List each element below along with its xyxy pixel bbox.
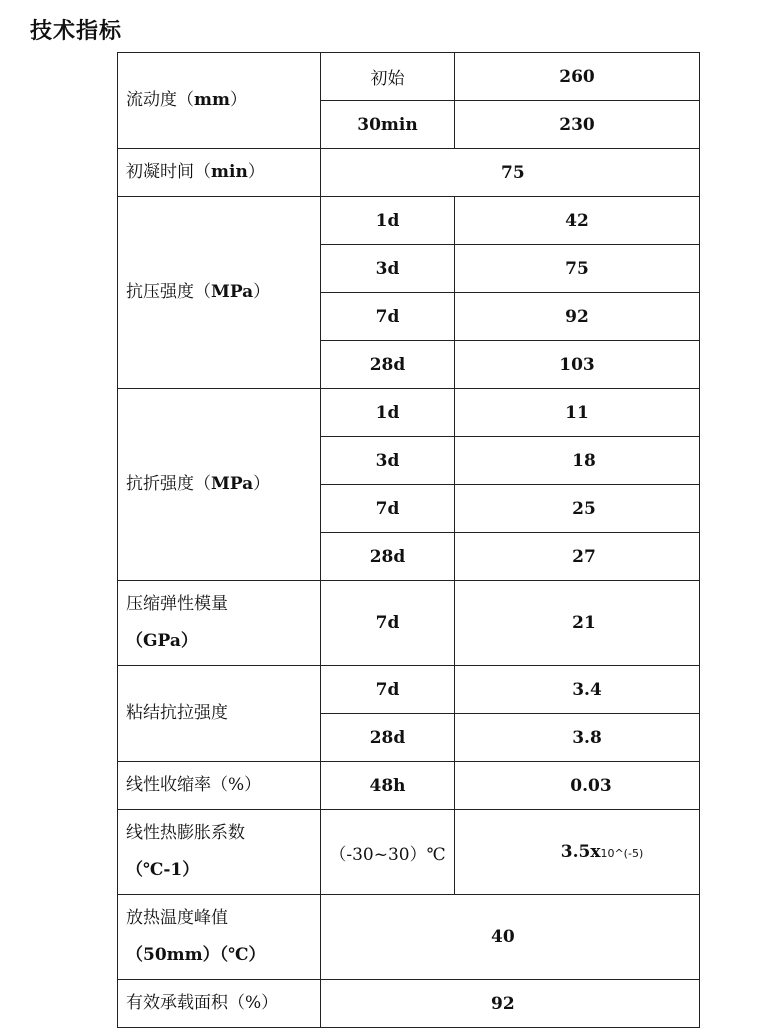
condition-cell: 28d	[321, 341, 455, 389]
row-label-compressive-strength: 抗压强度（MPa）	[118, 197, 321, 389]
value-cell: 11	[455, 389, 700, 437]
value-cell: 25	[455, 485, 700, 533]
value-cell: 75	[321, 149, 700, 197]
condition-cell: 48h	[321, 762, 455, 810]
condition-cell: 7d	[321, 581, 455, 666]
technical-spec-table	[117, 52, 700, 1028]
row-label-setting-time: 初凝时间（min）	[118, 149, 321, 197]
value-cell: 0.03	[455, 762, 700, 810]
condition-cell: 3d	[321, 245, 455, 293]
table-row	[118, 581, 700, 666]
condition-cell: 7d	[321, 485, 455, 533]
table-row	[118, 149, 700, 197]
page-title: 技术指标	[30, 19, 123, 44]
row-label-fluidity: 流动度（mm）	[118, 53, 321, 149]
value-cell: 75	[455, 245, 700, 293]
condition-cell: 28d	[321, 533, 455, 581]
condition-cell: （-30~30）℃	[321, 810, 455, 895]
value-cell: 40	[321, 895, 700, 980]
row-label-thermal-expansion: 线性热膨胀系数 （℃-1）	[118, 810, 321, 895]
condition-cell: 1d	[321, 389, 455, 437]
value-cell: 21	[455, 581, 700, 666]
table-row	[118, 895, 700, 980]
value-cell: 92	[455, 293, 700, 341]
value-cell: 27	[455, 533, 700, 581]
value-mantissa: 3.5x	[560, 842, 601, 862]
table-row	[118, 980, 700, 1028]
row-label-heat-peak: 放热温度峰值 （50mm）（℃）	[118, 895, 321, 980]
value-cell: 260	[455, 53, 700, 101]
value-cell: 3.8	[455, 714, 700, 762]
condition-cell: 1d	[321, 197, 455, 245]
value-cell: 3.4	[455, 666, 700, 714]
table-row	[118, 389, 700, 437]
row-label-compressive-modulus: 压缩弹性模量 （GPa）	[118, 581, 321, 666]
value-exponent: 10^(-5)	[600, 847, 644, 860]
table-row	[118, 197, 700, 245]
value-cell: 92	[321, 980, 700, 1028]
row-label-bond-strength: 粘结抗拉强度	[118, 666, 321, 762]
table-row	[118, 666, 700, 714]
value-cell: 230	[455, 101, 700, 149]
condition-cell: 初始	[321, 53, 455, 101]
condition-cell: 7d	[321, 666, 455, 714]
row-label-linear-shrinkage: 线性收缩率（%）	[118, 762, 321, 810]
table-row	[118, 762, 700, 810]
table-row	[118, 810, 700, 895]
condition-cell: 3d	[321, 437, 455, 485]
row-label-bearing-area: 有效承载面积（%）	[118, 980, 321, 1028]
value-cell: 103	[455, 341, 700, 389]
table-row	[118, 53, 700, 101]
row-label-flexural-strength: 抗折强度（MPa）	[118, 389, 321, 581]
value-cell: 18	[455, 437, 700, 485]
condition-cell: 7d	[321, 293, 455, 341]
condition-cell: 28d	[321, 714, 455, 762]
value-cell: 42	[455, 197, 700, 245]
value-cell	[455, 810, 700, 895]
condition-cell: 30min	[321, 101, 455, 149]
